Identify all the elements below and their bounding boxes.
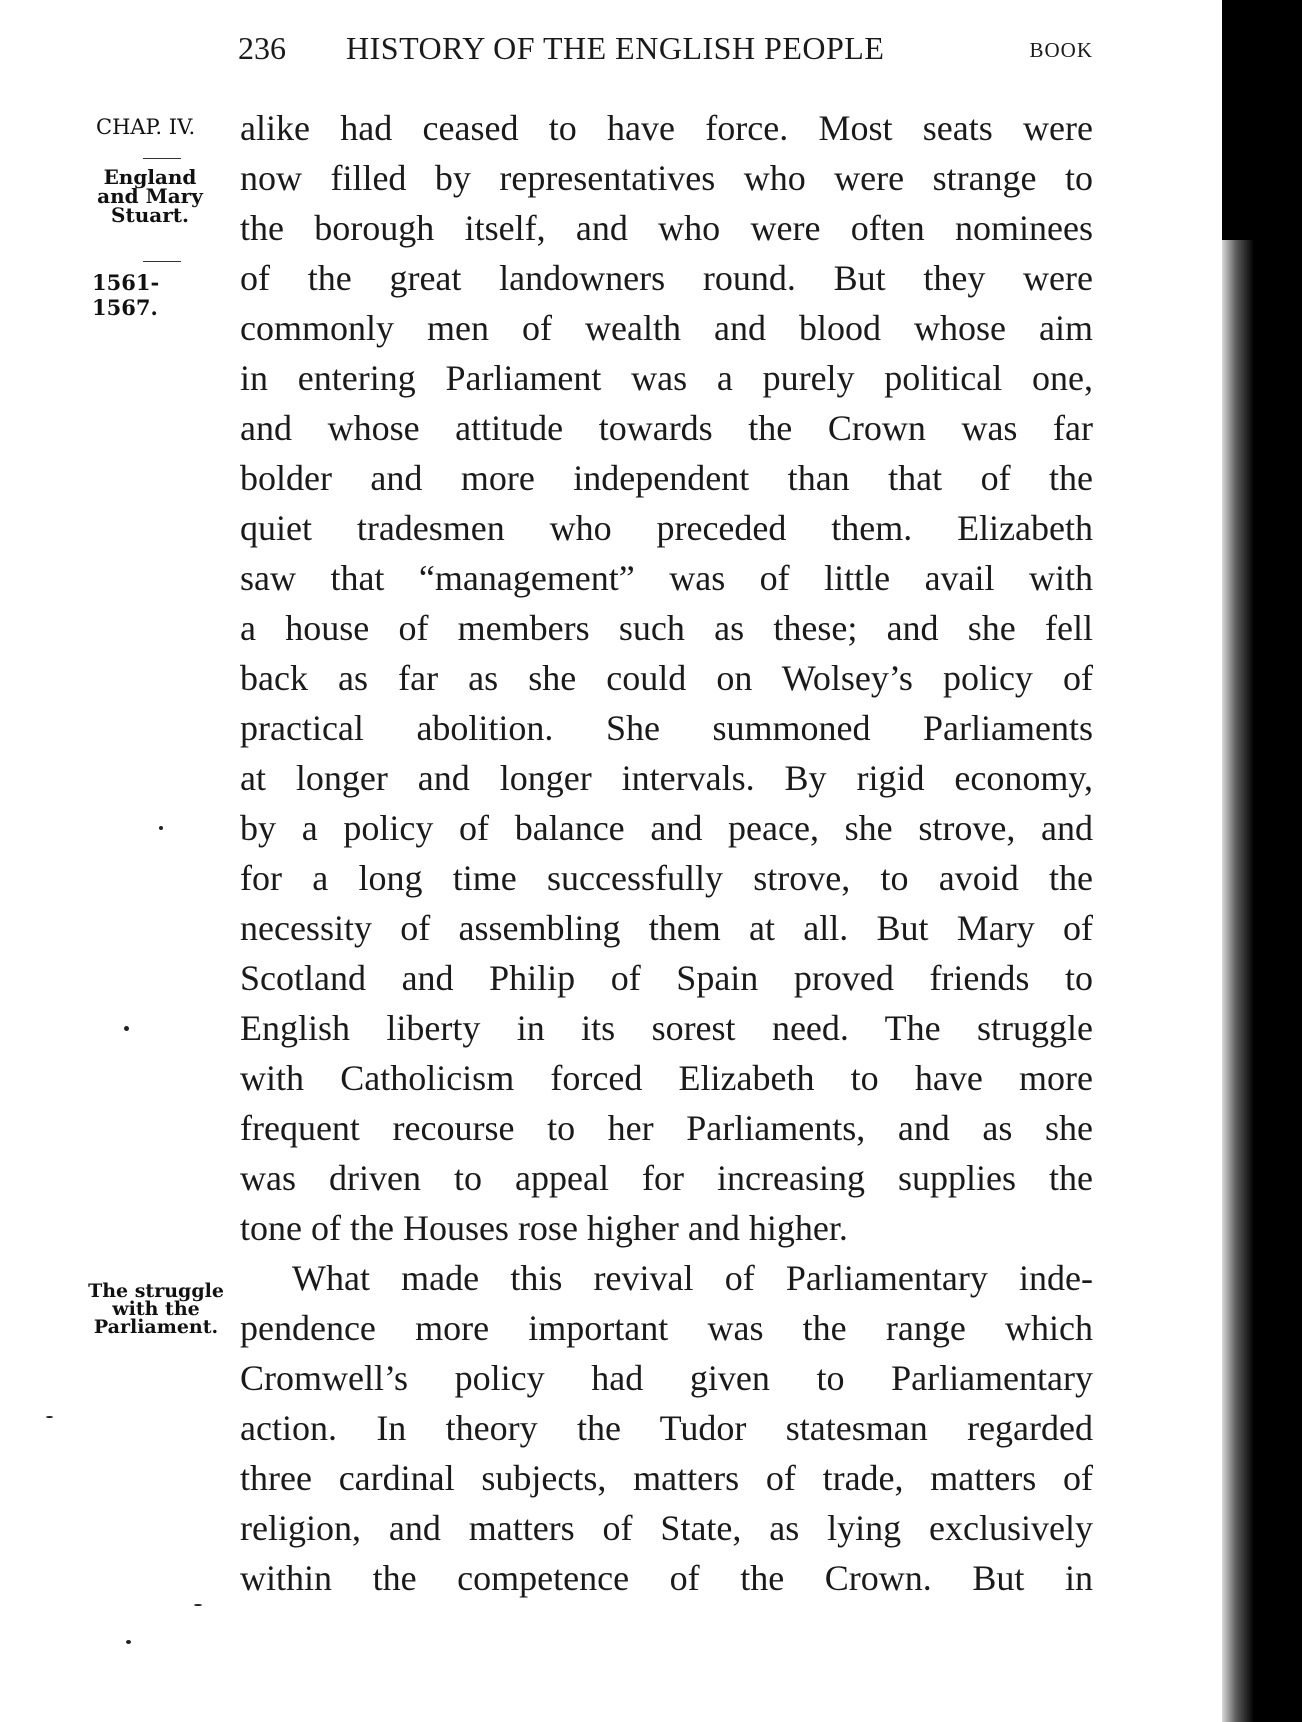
paragraph-first-line: What made this revival of Parliamentary inde-: [292, 1258, 1093, 1298]
scan-speck: [194, 1604, 202, 1606]
text-line: practical abolition. She summoned Parliaments: [240, 708, 1093, 748]
margin-note-line: The struggle: [88, 1280, 224, 1302]
margin-date-range: 1561-1567.: [92, 270, 160, 320]
text-line: was driven to appeal for increasing supplies the: [240, 1158, 1093, 1198]
page-header: [238, 30, 1093, 80]
body-text: [240, 103, 1093, 1603]
text-line: of the great landowners round. But they were: [240, 258, 1093, 298]
text-line: the borough itself, and who were often nominees: [240, 208, 1093, 248]
margin-rule: [143, 158, 181, 159]
scan-speck: [46, 1416, 53, 1418]
scan-edge-shadow: [1222, 0, 1302, 1722]
margin-note-line: and Mary: [97, 184, 203, 208]
text-line: now filled by representatives who were strange to: [240, 158, 1093, 198]
margin-note-struggle-parliament: [76, 1282, 236, 1336]
margin-note-line: with the: [112, 1298, 200, 1320]
scan-speck: [124, 1026, 129, 1031]
text-line: necessity of assembling them at all. But Mary of: [240, 908, 1093, 948]
running-title: HISTORY OF THE ENGLISH PEOPLE: [346, 30, 885, 66]
page-number: 236: [238, 30, 286, 66]
text-line: bolder and more independent than that of the: [240, 458, 1093, 498]
margin-rule: [143, 261, 181, 262]
margin-note-line: Parliament.: [93, 1316, 219, 1338]
text-line: with Catholicism forced Elizabeth to have more: [240, 1058, 1093, 1098]
text-line: English liberty in its sorest need. The struggle: [240, 1008, 1093, 1048]
margin-note-line: Stuart.: [111, 203, 189, 227]
text-line: Scotland and Philip of Spain proved friends to: [240, 958, 1093, 998]
book-label: BOOK: [1029, 38, 1093, 62]
chapter-label: CHAP. IV.: [96, 115, 196, 139]
scan-edge-dark: [1222, 0, 1302, 240]
scan-speck: [159, 826, 163, 830]
text-line: and whose attitude towards the Crown was far: [240, 408, 1093, 448]
text-line: frequent recourse to her Parliaments, and as she: [240, 1108, 1093, 1148]
text-line: in entering Parliament was a purely political one,: [240, 358, 1093, 398]
text-line: within the competence of the Crown. But in: [240, 1558, 1093, 1598]
text-line: by a policy of balance and peace, she strove, and: [240, 808, 1093, 848]
margin-note-line: England: [103, 165, 197, 189]
scan-speck: [126, 1640, 131, 1644]
text-line: at longer and longer intervals. By rigid economy,: [240, 758, 1093, 798]
text-line: pendence more important was the range which: [240, 1308, 1093, 1348]
text-line: alike had ceased to have force. Most seats were: [240, 108, 1093, 148]
margin-note-england-mary-stuart: [84, 165, 216, 227]
text-line: for a long time successfully strove, to avoid the: [240, 858, 1093, 898]
text-line: Cromwell’s policy had given to Parliamentary: [240, 1358, 1093, 1398]
text-line: back as far as she could on Wolsey’s policy of: [240, 658, 1093, 698]
text-line: quiet tradesmen who preceded them. Elizabeth: [240, 508, 1093, 548]
text-line: action. In theory the Tudor statesman regarded: [240, 1408, 1093, 1448]
text-line: commonly men of wealth and blood whose aim: [240, 308, 1093, 348]
text-line: a house of members such as these; and she fell: [240, 608, 1093, 648]
text-line: three cardinal subjects, matters of trade, matters of: [240, 1458, 1093, 1498]
text-line: saw that “management” was of little avail with: [240, 558, 1093, 598]
text-line: religion, and matters of State, as lying exclusively: [240, 1508, 1093, 1548]
text-line: tone of the Houses rose higher and higher.: [240, 1208, 848, 1248]
